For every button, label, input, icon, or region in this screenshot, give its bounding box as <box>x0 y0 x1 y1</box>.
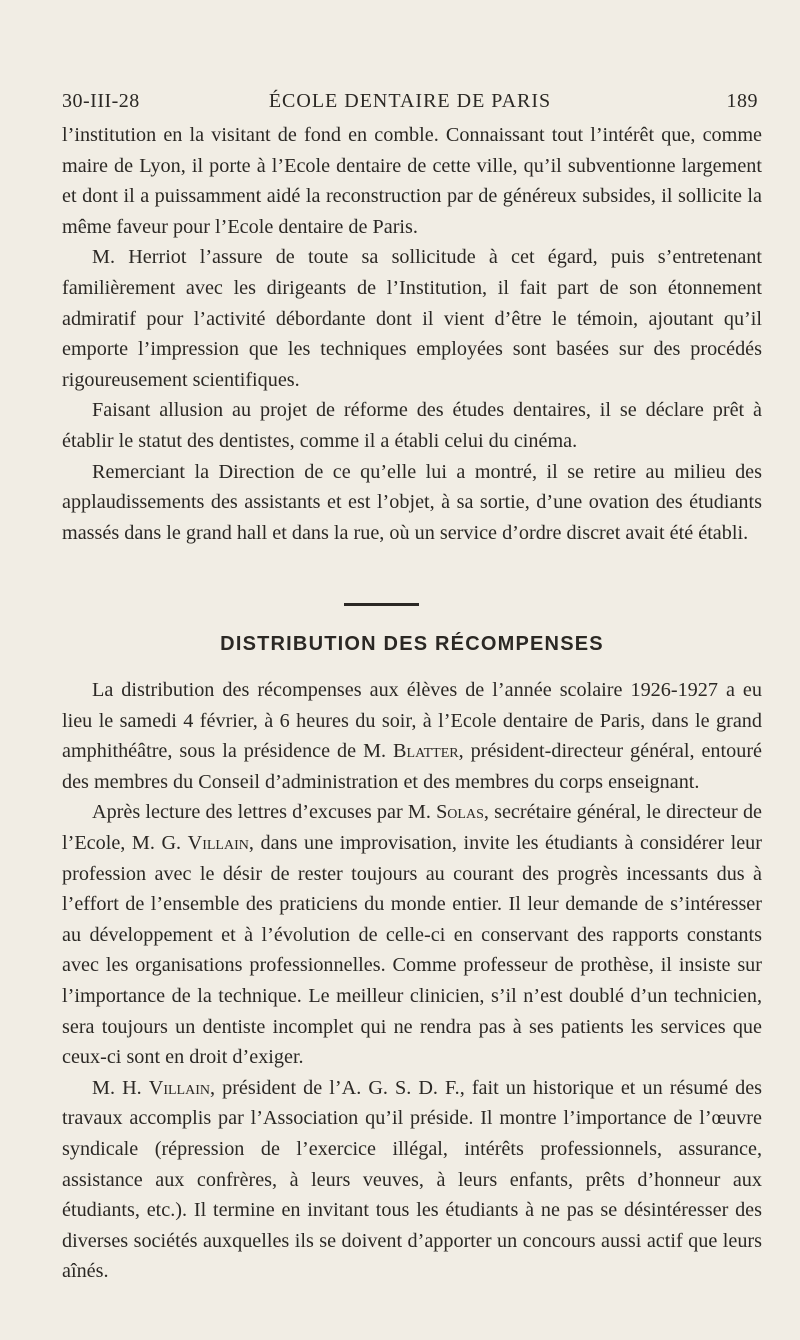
section-heading: DISTRIBUTION DES RÉCOMPENSES <box>220 633 604 655</box>
person-name: Solas <box>436 801 484 824</box>
person-name: Villain <box>187 831 249 854</box>
section-divider <box>344 603 419 606</box>
paragraph <box>62 675 762 797</box>
text-run: Après lecture des lettres d’excuses par M. <box>92 801 437 824</box>
text-run: M. H. <box>92 1076 149 1099</box>
running-header <box>62 90 758 122</box>
person-name: Blatter <box>393 740 459 763</box>
page-number: 189 <box>726 90 758 112</box>
paragraph: Faisant allusion au projet de réforme des études dentaires, il se déclare prêt à établir le statut des dentistes, comme il a établi celui du cinéma. <box>62 399 762 452</box>
text-run: , dans une improvisation, invite les étudiants à considérer leur profession avec le désir de rester toujours au courant des progrès incessants dus à l’effort de l’ensemble des praticiens du monde entier. Il leur demande de s’intéresser au développement et à l’évolution de celle-ci en conservant des rapports constants avec les organisations professionnelles. Comme professeur de prothèse, il insiste sur l’importance de la technique. Le meilleur clinicien, s’il n’est doublé d’un technicien, sera toujours un dentiste incomplet qui ne rendra pas à ses patients les services que ceux-ci sont en droit d’exiger. <box>62 831 762 1069</box>
paragraph: M. Herriot l’assure de toute sa sollicitude à cet égard, puis s’entretenant familièrement avec les dirigeants de l’Institution, il fait part de son étonnement admiratif pour l’activité débordante dont il vient d’être le témoin, ajoutant qu’il emporte l’impression que les techniques employées sont basées sur des procédés rigoureusement scientifiques. <box>62 246 762 391</box>
article-body <box>62 675 762 1287</box>
paragraph: Remerciant la Direction de ce qu’elle lui a montré, il se retire au milieu des applaudissements des assistants et est l’objet, à sa sortie, d’une ovation des étudiants massés dans le grand hall et dans la rue, où un service d’ordre discret avait été établi. <box>62 460 762 544</box>
article-continuation <box>62 120 762 548</box>
paragraph <box>62 797 762 1072</box>
person-name: Villain <box>148 1076 210 1099</box>
issue-date: 30-III-28 <box>62 90 140 112</box>
text-run: , secrétaire général, le directeur de l’Ecole, M. G. <box>62 801 762 854</box>
text-run: La distribution des récompenses aux élèves de l’année scolaire 1926-1927 a eu lieu le samedi 4 février, à 6 heures du soir, à l’Ecole dentaire de Paris, dans le grand amphithéâtre, sous la présidence de M. <box>62 679 762 763</box>
text-run: , président de l’A. G. S. D. F., fait un historique et un résumé des travaux accomplis par l’Association qu’il préside. Il montre l’importance de l’œuvre syndicale (répression de l’exercice illégal, intérêts professionnels, assurance, assistance aux confrères, à leurs veuves, à leurs enfants, prêts d’honneur aux étudiants, etc.). Il termine en invitant tous les étudiants à ne pas se désintéresser des diverses sociétés auxquelles ils se doivent d’apporter un concours aussi actif que leurs aînés. <box>62 1076 763 1283</box>
text-run: , président-directeur général, entouré des membres du Conseil d’administration et des membres du corps enseignant. <box>62 740 762 793</box>
paragraph: l’institution en la visitant de fond en comble. Connaissant tout l’intérêt que, comme maire de Lyon, il porte à l’Ecole dentaire de cette ville, qu’il subventionne largement et dont il a puissamment aidé la reconstruction par de généreux subsides, il sollicite la même faveur pour l’Ecole dentaire de Paris. <box>62 124 762 238</box>
journal-title: ÉCOLE DENTAIRE DE PARIS <box>268 90 552 112</box>
paragraph <box>62 1073 762 1287</box>
